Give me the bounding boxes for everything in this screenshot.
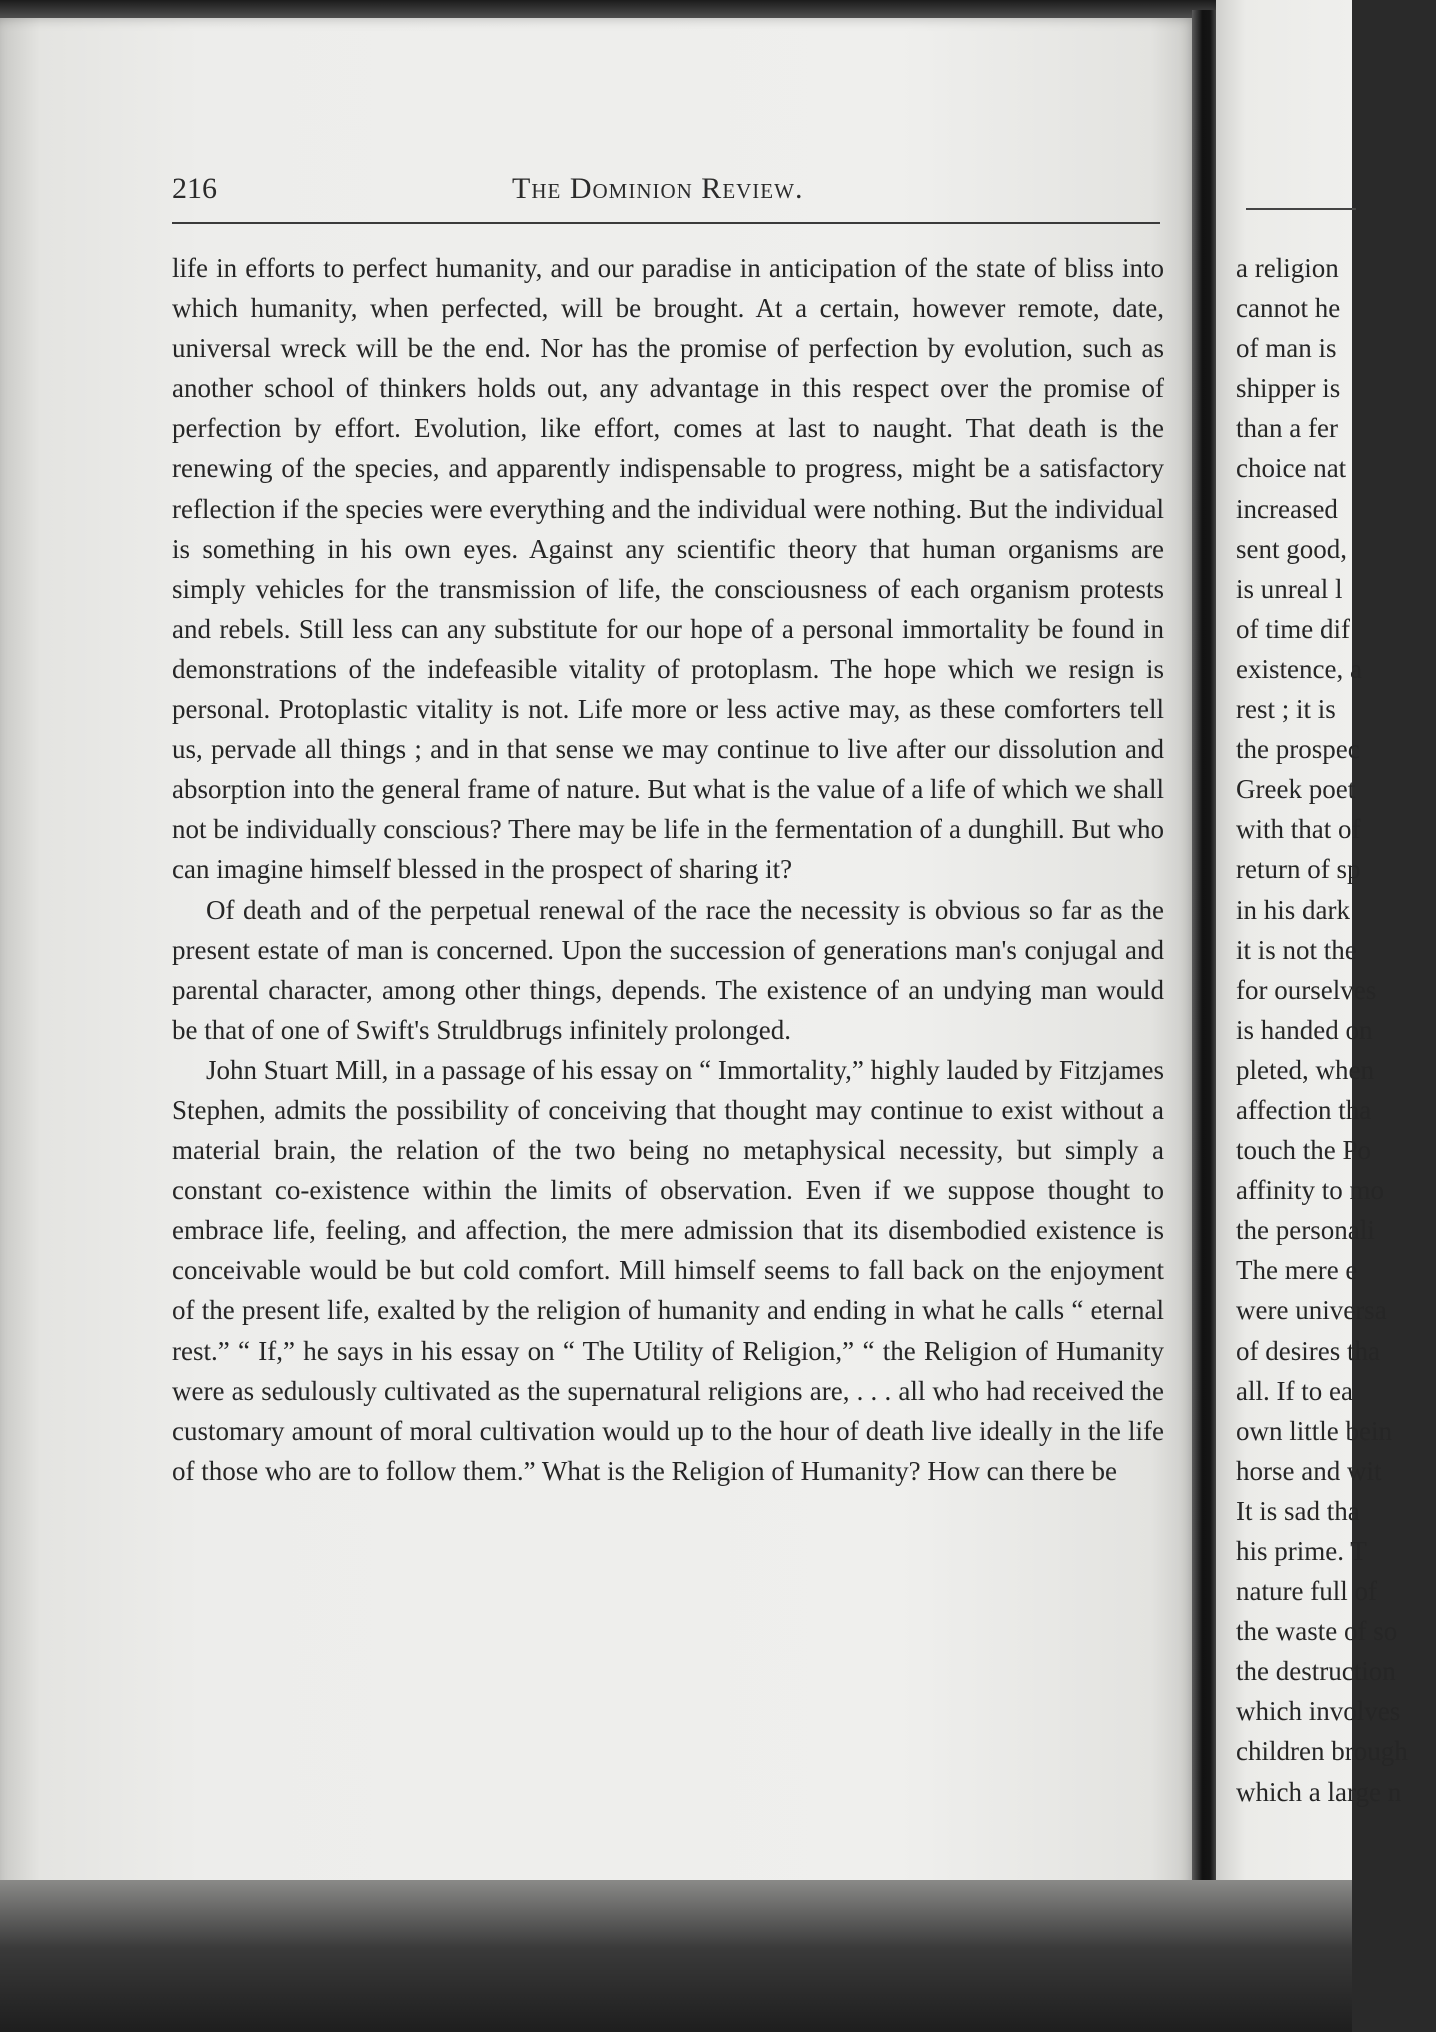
scan-bottom-edge — [0, 1880, 1352, 2032]
right-page-line: existence, a — [1236, 653, 1362, 684]
right-page-line: the waste of so — [1236, 1616, 1398, 1647]
header-rule — [172, 222, 1160, 224]
right-page — [1216, 0, 1408, 1896]
right-header-rule — [1246, 208, 1356, 210]
page-header — [172, 172, 1160, 212]
right-page-line: it is not the — [1236, 934, 1357, 965]
right-page-line: The mere e — [1236, 1255, 1358, 1286]
right-page-line: the personali — [1236, 1215, 1375, 1246]
right-page-line: than a fer — [1236, 413, 1338, 444]
right-page-line: in his dark — [1236, 894, 1350, 925]
book-gutter — [1192, 10, 1218, 1900]
right-page-line: which a large n — [1236, 1776, 1402, 1807]
right-page-line: Greek poet — [1236, 774, 1356, 805]
right-page-line: of desires tha — [1236, 1335, 1380, 1366]
article-body — [172, 248, 1164, 1491]
right-page-line: for ourselves — [1236, 974, 1377, 1005]
paragraph-3: John Stuart Mill, in a passage of his essay on “ Immortality,” highly lauded by Fitzjames Stephen, admits the possibility of conceiving that thought may continue to exist without a material brain, the relation of the two being no metaphysical necessity, but simply a constant co-existence within the limits of observation. Even if we suppose thought to embrace life, feeling, and affection, the mere admission that its disembodied existence is conceivable would be but cold comfort. Mill himself seems to fall back on the enjoyment of the present life, exalted by the religion of humanity and ending in what he calls “ eternal rest.” “ If,” he says in his essay on “ The Utility of Religion,” “ the Religion of Humanity were as sedulously cultivated as the supernatural religions are, . . . all who had received the customary amount of moral cultivation would up to the hour of death live ideally in the life of those who are to follow them.” What is the Religion of Humanity? How can there be — [172, 1054, 1164, 1486]
right-page-line: is unreal l — [1236, 573, 1343, 604]
right-page-line: affinity to mo — [1236, 1175, 1384, 1206]
right-page-line: with that of — [1236, 814, 1361, 845]
right-page-line: return of sp — [1236, 854, 1361, 885]
right-page-line: of man is — [1236, 333, 1337, 364]
right-page-line: were universa — [1236, 1295, 1387, 1326]
right-page-line: horse and wit — [1236, 1455, 1382, 1486]
right-page-line: children brough — [1236, 1736, 1408, 1767]
right-page-line: rest ; it is — [1236, 694, 1336, 725]
right-page-line: pleted, when — [1236, 1054, 1374, 1085]
paragraph-1: life in efforts to perfect humanity, and our paradise in anticipation of the state of bliss into which humanity, when perfected, will be brought. At a certain, however remote, date, universal wreck will be the end. Nor has the promise of perfection by evolution, such as another school of thinkers holds out, any advantage in this respect over the promise of perfection by effort. Evolution, like effort, comes at last to naught. That death is the renewing of the species, and apparently indispensable to progress, might be a satisfactory reflection if the species were everything and the individual were nothing. But the individual is something in his own eyes. Against any scientific theory that human organisms are simply vehicles for the transmission of life, the consciousness of each organism protests and rebels. Still less can any substitute for our hope of a personal immortality be found in demonstrations of the indefeasible vitality of protoplasm. The hope which we resign is personal. Protoplastic vitality is not. Life more or less active may, as these comforters tell us, pervade all things ; and in that sense we may continue to live after our dissolution and absorption into the general frame of nature. But what is the value of a life of which we shall not be individually conscious? There may be life in the fermentation of a dunghill. But who can imagine himself blessed in the prospect of sharing it? — [172, 253, 1164, 885]
right-page-line: touch the Po — [1236, 1135, 1371, 1166]
right-page-line: increased — [1236, 493, 1338, 524]
right-page-line: choice nat — [1236, 453, 1347, 484]
right-page-line: affection tha — [1236, 1094, 1372, 1125]
right-page-text — [1236, 248, 1436, 1812]
right-page-line: own little bein — [1236, 1415, 1392, 1446]
right-page-line: his prime. T — [1236, 1536, 1367, 1566]
right-page-line: sent good, — [1236, 533, 1347, 564]
right-page-line: It is sad tha — [1236, 1495, 1360, 1526]
right-page-line: is handed on — [1236, 1014, 1373, 1045]
paragraph-2: Of death and of the perpetual renewal of the race the necessity is obvious so far as the present estate of man is concerned. Upon the succession of generations man's conjugal and parental character, among other things, depends. The existence of an undying man would be that of one of Swift's Struldbrugs infinitely prolonged. — [172, 894, 1164, 1045]
page-number: 216 — [172, 172, 217, 205]
right-page-line: of time dif — [1236, 613, 1350, 644]
right-page-line: shipper is — [1236, 373, 1341, 404]
right-page-line: nature full of — [1236, 1576, 1377, 1607]
running-head: The Dominion Review. — [512, 172, 804, 205]
right-page-line: all. If to ea — [1236, 1375, 1353, 1406]
right-page-line: which involves — [1236, 1696, 1401, 1727]
right-page-line: cannot he — [1236, 293, 1341, 324]
right-page-line: the destruction — [1236, 1656, 1396, 1687]
right-page-line: a religion — [1236, 253, 1339, 283]
right-page-line: the prospec — [1236, 734, 1360, 765]
